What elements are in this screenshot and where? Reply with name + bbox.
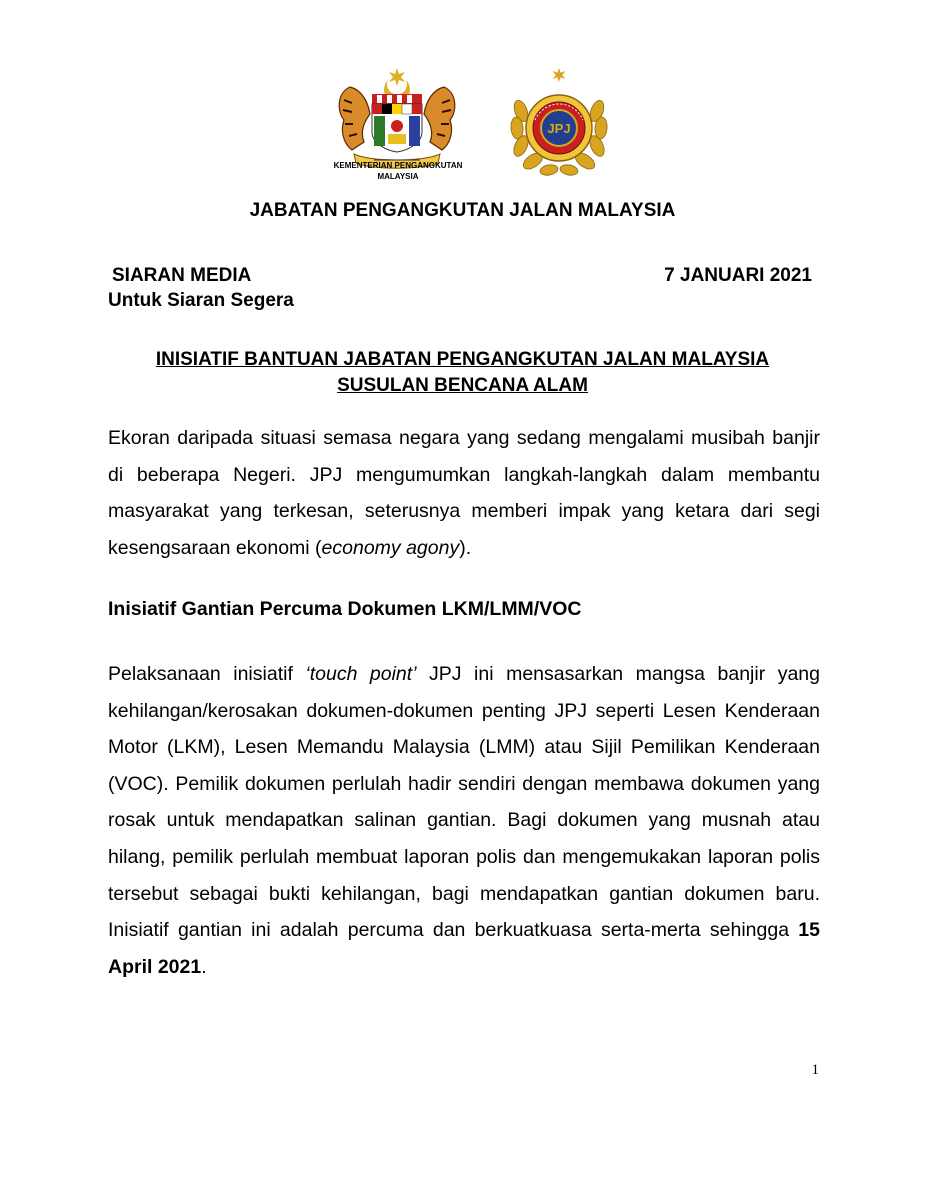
ministry-line-1: KEMENTERIAN PENGANGKUTAN bbox=[333, 161, 463, 170]
intro-text: Ekoran daripada situasi semasa negara yang sedang mengalami musibah banjir di beberapa Negeri. JPJ mengumumkan langkah-langkah dalam membantu masyarakat yang terkesan, seterusnya memberi impak yang ketara dari segi kesengsaraan ekonomi ( bbox=[108, 427, 820, 559]
intro-italic-term: economy agony bbox=[321, 536, 460, 559]
intro-paragraph bbox=[108, 420, 820, 566]
release-note: Untuk Siaran Segera bbox=[108, 290, 294, 311]
jpj-logo-text: JPJ bbox=[547, 121, 571, 136]
headline-line-2: SUSULAN BENCANA ALAM bbox=[337, 375, 588, 396]
media-release-label: SIARAN MEDIA bbox=[112, 265, 252, 286]
headline bbox=[100, 347, 825, 399]
section-text-main: JPJ ini mensasarkan mangsa banjir yang kehilangan/kerosakan dokumen-dokumen penting JPJ seperti Lesen Kenderaan Motor (LKM), Lesen Memandu Malaysia (LMM) atau Sijil Pemilikan Kenderaan (VOC). Pemilik dokumen perlulah hadir sendiri dengan membawa dokumen yang rosak untuk mendapatkan salinan gantian. Bagi dokumen yang musnah atau hilang, pemilik perlulah membuat laporan polis dan mengemukakan laporan polis tersebut sebagai bukti kehilangan, bagi mendapatkan gantian dokumen baru. Inisiatif gantian ini adalah percuma dan berkuatkuasa serta-merta sehingga bbox=[108, 663, 820, 942]
headline-line-1: INISIATIF BANTUAN JABATAN PENGANGKUTAN JALAN MALAYSIA bbox=[155, 349, 770, 370]
page-number: 1 bbox=[811, 1062, 819, 1078]
release-date: 7 JANUARI 2021 bbox=[664, 265, 812, 286]
jpj-emblem-icon bbox=[505, 66, 613, 181]
section-italic-term: ‘touch point’ bbox=[305, 663, 417, 685]
agency-title: JABATAN PENGANGKUTAN JALAN MALAYSIA bbox=[249, 200, 676, 221]
ministry-caption bbox=[318, 160, 478, 182]
deadline-date: 15 April 2021 bbox=[108, 919, 820, 978]
section-title: Inisiatif Gantian Percuma Dokumen LKM/LMM/VOC bbox=[108, 598, 582, 620]
section-paragraph bbox=[108, 656, 820, 985]
section-text-start: Pelaksanaan inisiatif bbox=[108, 663, 306, 685]
intro-text-end: ). bbox=[459, 536, 472, 559]
ministry-line-2: MALAYSIA bbox=[377, 172, 419, 181]
section-text-end: . bbox=[201, 955, 207, 978]
logo-row bbox=[0, 62, 925, 192]
